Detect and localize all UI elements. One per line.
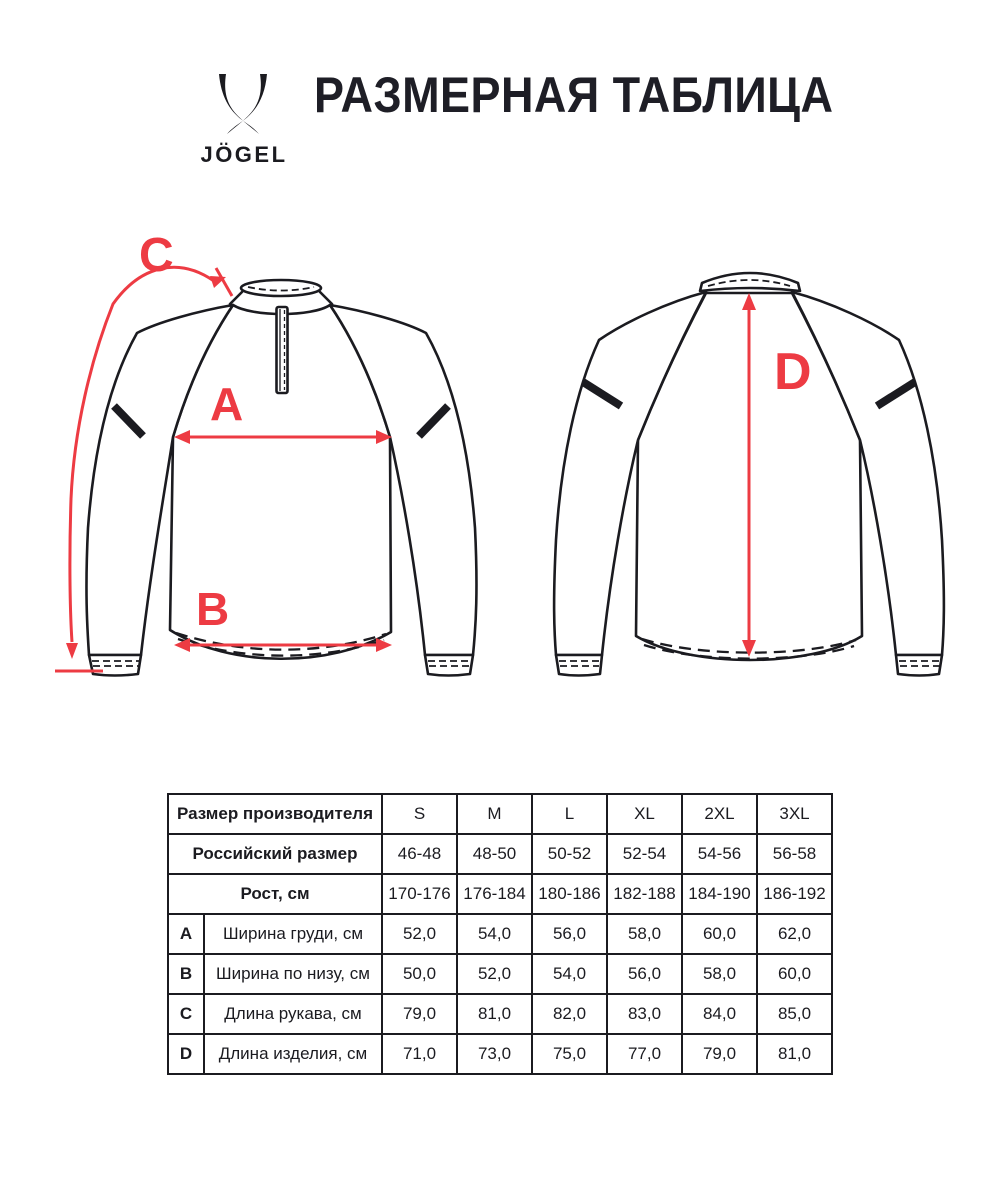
table-row <box>168 794 832 834</box>
value-cell: 176-184 <box>457 874 532 914</box>
measure-name-chest-width: Ширина груди, см <box>204 914 382 954</box>
measure-name-bottom-width: Ширина по низу, см <box>204 954 382 994</box>
front-zip-placket <box>277 307 288 393</box>
size-cell: M <box>457 794 532 834</box>
table-row <box>168 1034 832 1074</box>
size-cell: 3XL <box>757 794 832 834</box>
size-cell: S <box>382 794 457 834</box>
value-cell: 62,0 <box>757 914 832 954</box>
row-label-russian-size: Российский размер <box>168 834 382 874</box>
size-table <box>167 793 833 1075</box>
value-cell: 58,0 <box>682 954 757 994</box>
value-cell: 58,0 <box>607 914 682 954</box>
value-cell: 56,0 <box>607 954 682 994</box>
value-cell: 77,0 <box>607 1034 682 1074</box>
value-cell: 52-54 <box>607 834 682 874</box>
measure-label-b: B <box>196 583 230 635</box>
back-collar <box>700 273 800 291</box>
value-cell: 46-48 <box>382 834 457 874</box>
value-cell: 75,0 <box>532 1034 607 1074</box>
measure-label-c: C <box>139 229 174 282</box>
value-cell: 83,0 <box>607 994 682 1034</box>
measure-arrow-c-head-bottom <box>66 643 78 659</box>
value-cell: 60,0 <box>757 954 832 994</box>
measure-label-a: A <box>210 378 244 430</box>
measure-label-d: D <box>774 343 812 401</box>
measure-name-sleeve-length: Длина рукава, см <box>204 994 382 1034</box>
size-cell: L <box>532 794 607 834</box>
table-row <box>168 834 832 874</box>
measure-key-c: C <box>168 994 204 1034</box>
measure-key-b: B <box>168 954 204 994</box>
value-cell: 182-188 <box>607 874 682 914</box>
value-cell: 54-56 <box>682 834 757 874</box>
value-cell: 56,0 <box>532 914 607 954</box>
size-cell: XL <box>607 794 682 834</box>
value-cell: 56-58 <box>757 834 832 874</box>
measure-name-garment-length: Длина изделия, см <box>204 1034 382 1074</box>
value-cell: 79,0 <box>382 994 457 1034</box>
value-cell: 54,0 <box>532 954 607 994</box>
size-table-section <box>167 793 833 1075</box>
value-cell: 71,0 <box>382 1034 457 1074</box>
value-cell: 52,0 <box>457 954 532 994</box>
value-cell: 186-192 <box>757 874 832 914</box>
value-cell: 170-176 <box>382 874 457 914</box>
value-cell: 180-186 <box>532 874 607 914</box>
page-title: РАЗМЕРНАЯ ТАБЛИЦА <box>314 67 834 123</box>
value-cell: 52,0 <box>382 914 457 954</box>
table-row <box>168 874 832 914</box>
value-cell: 79,0 <box>682 1034 757 1074</box>
table-row <box>168 994 832 1034</box>
value-cell: 81,0 <box>757 1034 832 1074</box>
size-cell: 2XL <box>682 794 757 834</box>
row-label-height: Рост, см <box>168 874 382 914</box>
table-row <box>168 954 832 994</box>
value-cell: 50,0 <box>382 954 457 994</box>
measure-key-a: A <box>168 914 204 954</box>
brand-wordmark: JÖGEL <box>200 142 288 167</box>
value-cell: 48-50 <box>457 834 532 874</box>
value-cell: 60,0 <box>682 914 757 954</box>
value-cell: 85,0 <box>757 994 832 1034</box>
value-cell: 82,0 <box>532 994 607 1034</box>
value-cell: 184-190 <box>682 874 757 914</box>
measure-key-d: D <box>168 1034 204 1074</box>
value-cell: 50-52 <box>532 834 607 874</box>
value-cell: 84,0 <box>682 994 757 1034</box>
table-row <box>168 914 832 954</box>
value-cell: 54,0 <box>457 914 532 954</box>
front-jacket-drawing <box>86 280 476 676</box>
row-label-manufacturer-size: Размер производителя <box>168 794 382 834</box>
value-cell: 81,0 <box>457 994 532 1034</box>
value-cell: 73,0 <box>457 1034 532 1074</box>
